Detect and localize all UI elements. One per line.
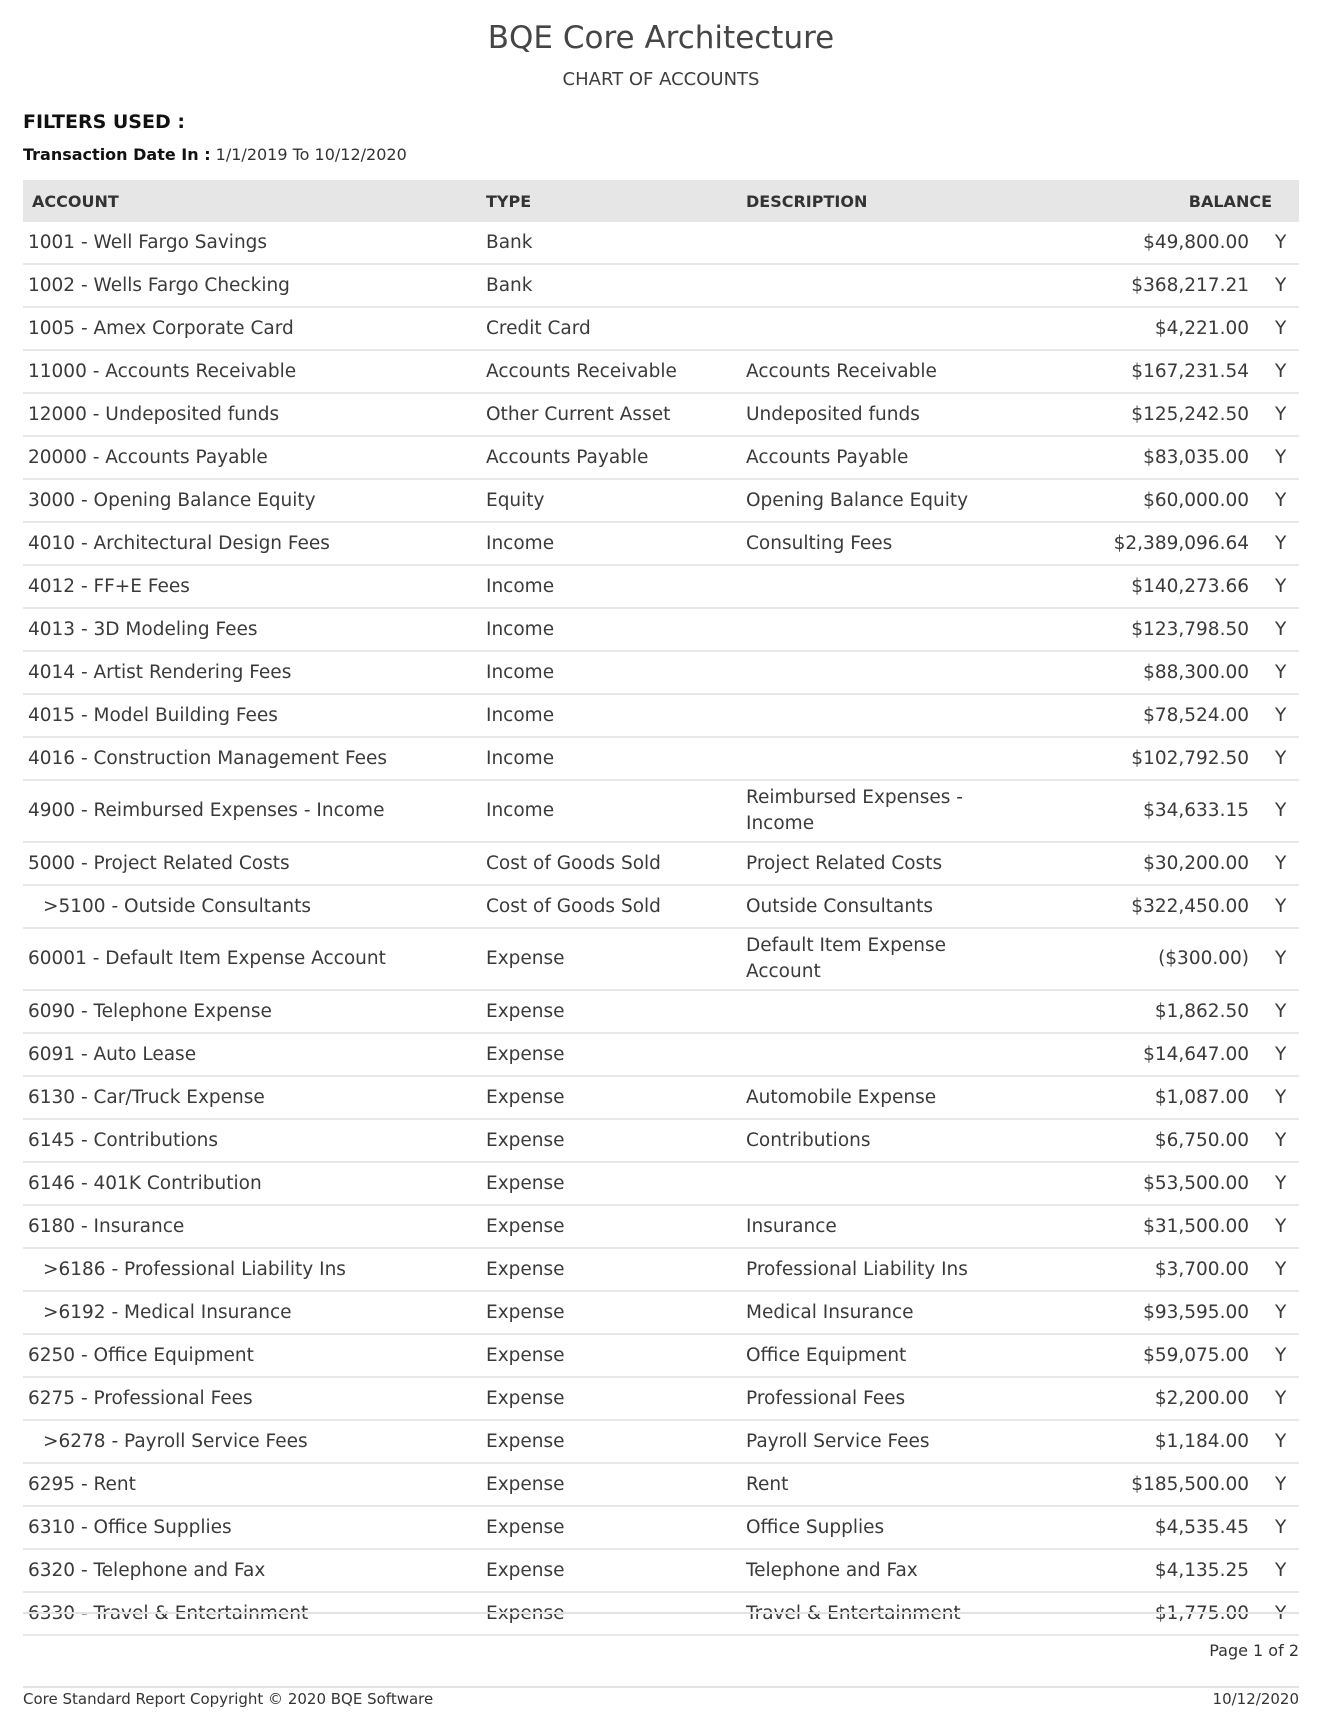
type-cell: Expense xyxy=(477,1334,737,1377)
description-cell xyxy=(737,608,999,651)
table-row xyxy=(23,1119,1299,1162)
flag-cell: Y xyxy=(1249,222,1299,264)
flag-cell: Y xyxy=(1249,780,1299,842)
account-cell: >6186 - Professional Liability Ins xyxy=(23,1248,477,1291)
page-number: Page 1 of 2 xyxy=(1209,1641,1299,1660)
balance-cell: $368,217.21 xyxy=(999,264,1249,307)
description-cell: Insurance xyxy=(737,1205,999,1248)
table-header-row xyxy=(23,180,1299,222)
flag-cell: Y xyxy=(1249,1076,1299,1119)
type-cell: Expense xyxy=(477,1592,737,1635)
description-cell: Accounts Receivable xyxy=(737,350,999,393)
table-row xyxy=(23,1033,1299,1076)
type-cell: Cost of Goods Sold xyxy=(477,885,737,928)
account-cell: 6146 - 401K Contribution xyxy=(23,1162,477,1205)
flag-cell: Y xyxy=(1249,1506,1299,1549)
column-header-description: DESCRIPTION xyxy=(737,180,999,222)
account-cell: 12000 - Undeposited funds xyxy=(23,393,477,436)
description-cell: Professional Liability Ins xyxy=(737,1248,999,1291)
table-row xyxy=(23,651,1299,694)
table-row xyxy=(23,885,1299,928)
type-cell: Accounts Payable xyxy=(477,436,737,479)
account-cell: 6320 - Telephone and Fax xyxy=(23,1549,477,1592)
copyright-text: Core Standard Report Copyright © 2020 BQE Software xyxy=(23,1690,434,1708)
balance-cell: $1,087.00 xyxy=(999,1076,1249,1119)
table-row xyxy=(23,1377,1299,1420)
account-cell: >6192 - Medical Insurance xyxy=(23,1291,477,1334)
balance-cell: $14,647.00 xyxy=(999,1033,1249,1076)
account-cell: 1001 - Well Fargo Savings xyxy=(23,222,477,264)
company-title: BQE Core Architecture xyxy=(487,20,835,56)
flag-cell: Y xyxy=(1249,694,1299,737)
type-cell: Expense xyxy=(477,928,737,990)
filter-value: 1/1/2019 To 10/12/2020 xyxy=(210,145,407,164)
flag-cell: Y xyxy=(1249,608,1299,651)
description-cell: Consulting Fees xyxy=(737,522,999,565)
report-title: CHART OF ACCOUNTS xyxy=(562,69,760,90)
balance-cell: $2,389,096.64 xyxy=(999,522,1249,565)
table-row xyxy=(23,780,1299,842)
description-cell: Reimbursed Expenses - Income xyxy=(737,780,999,842)
table-row xyxy=(23,1506,1299,1549)
balance-cell: $125,242.50 xyxy=(999,393,1249,436)
account-cell: 3000 - Opening Balance Equity xyxy=(23,479,477,522)
flag-cell: Y xyxy=(1249,737,1299,780)
table-row xyxy=(23,1248,1299,1291)
table-row xyxy=(23,990,1299,1033)
table-row xyxy=(23,1549,1299,1592)
account-cell: 6145 - Contributions xyxy=(23,1119,477,1162)
description-cell xyxy=(737,651,999,694)
account-cell: 60001 - Default Item Expense Account xyxy=(23,928,477,990)
footer-divider-bottom xyxy=(23,1686,1299,1688)
account-cell: 6091 - Auto Lease xyxy=(23,1033,477,1076)
balance-cell: $167,231.54 xyxy=(999,350,1249,393)
type-cell: Expense xyxy=(477,1506,737,1549)
table-row xyxy=(23,479,1299,522)
type-cell: Expense xyxy=(477,990,737,1033)
flag-cell: Y xyxy=(1249,885,1299,928)
account-cell: 1002 - Wells Fargo Checking xyxy=(23,264,477,307)
table-row xyxy=(23,264,1299,307)
description-cell: Accounts Payable xyxy=(737,436,999,479)
table-row xyxy=(23,1205,1299,1248)
account-cell: 4015 - Model Building Fees xyxy=(23,694,477,737)
account-cell: 1005 - Amex Corporate Card xyxy=(23,307,477,350)
type-cell: Expense xyxy=(477,1119,737,1162)
flag-cell: Y xyxy=(1249,1549,1299,1592)
table-row xyxy=(23,694,1299,737)
description-cell: Contributions xyxy=(737,1119,999,1162)
description-cell: Office Equipment xyxy=(737,1334,999,1377)
table-row xyxy=(23,608,1299,651)
balance-cell: $3,700.00 xyxy=(999,1248,1249,1291)
balance-cell: $1,862.50 xyxy=(999,990,1249,1033)
table-row xyxy=(23,737,1299,780)
table-row xyxy=(23,842,1299,885)
account-cell: 6180 - Insurance xyxy=(23,1205,477,1248)
flag-cell: Y xyxy=(1249,393,1299,436)
balance-cell: $1,775.00 xyxy=(999,1592,1249,1635)
type-cell: Accounts Receivable xyxy=(477,350,737,393)
table-row xyxy=(23,1420,1299,1463)
type-cell: Expense xyxy=(477,1377,737,1420)
type-cell: Expense xyxy=(477,1463,737,1506)
filters-heading: FILTERS USED : xyxy=(23,111,185,133)
table-row xyxy=(23,1162,1299,1205)
type-cell: Income xyxy=(477,651,737,694)
balance-cell: $53,500.00 xyxy=(999,1162,1249,1205)
type-cell: Expense xyxy=(477,1549,737,1592)
account-cell: 6330 - Travel & Entertainment xyxy=(23,1592,477,1635)
table-row xyxy=(23,436,1299,479)
accounts-table-body xyxy=(23,222,1299,1635)
type-cell: Bank xyxy=(477,222,737,264)
account-cell: 4900 - Reimbursed Expenses - Income xyxy=(23,780,477,842)
type-cell: Cost of Goods Sold xyxy=(477,842,737,885)
balance-cell: $4,535.45 xyxy=(999,1506,1249,1549)
description-cell xyxy=(737,737,999,780)
type-cell: Expense xyxy=(477,1033,737,1076)
table-row xyxy=(23,393,1299,436)
account-cell: 4016 - Construction Management Fees xyxy=(23,737,477,780)
flag-cell: Y xyxy=(1249,522,1299,565)
account-cell: 4012 - FF+E Fees xyxy=(23,565,477,608)
account-cell: 6275 - Professional Fees xyxy=(23,1377,477,1420)
type-cell: Expense xyxy=(477,1291,737,1334)
table-row xyxy=(23,1334,1299,1377)
description-cell: Rent xyxy=(737,1463,999,1506)
balance-cell: $140,273.66 xyxy=(999,565,1249,608)
description-cell xyxy=(737,1033,999,1076)
account-cell: 4014 - Artist Rendering Fees xyxy=(23,651,477,694)
description-cell: Travel & Entertainment xyxy=(737,1592,999,1635)
type-cell: Income xyxy=(477,608,737,651)
table-row xyxy=(23,307,1299,350)
description-cell xyxy=(737,1162,999,1205)
account-cell: 6130 - Car/Truck Expense xyxy=(23,1076,477,1119)
description-cell: Office Supplies xyxy=(737,1506,999,1549)
account-cell: 6250 - Office Equipment xyxy=(23,1334,477,1377)
flag-cell: Y xyxy=(1249,436,1299,479)
column-header-type: TYPE xyxy=(477,180,737,222)
filter-line xyxy=(23,144,1299,166)
flag-cell: Y xyxy=(1249,1334,1299,1377)
account-cell: >5100 - Outside Consultants xyxy=(23,885,477,928)
table-row xyxy=(23,522,1299,565)
table-row xyxy=(23,222,1299,264)
type-cell: Equity xyxy=(477,479,737,522)
description-cell xyxy=(737,307,999,350)
account-cell: >6278 - Payroll Service Fees xyxy=(23,1420,477,1463)
table-row xyxy=(23,1291,1299,1334)
flag-cell: Y xyxy=(1249,1291,1299,1334)
type-cell: Expense xyxy=(477,1248,737,1291)
type-cell: Credit Card xyxy=(477,307,737,350)
description-cell xyxy=(737,694,999,737)
flag-cell: Y xyxy=(1249,1205,1299,1248)
description-cell: Payroll Service Fees xyxy=(737,1420,999,1463)
type-cell: Income xyxy=(477,737,737,780)
description-cell: Undeposited funds xyxy=(737,393,999,436)
account-cell: 5000 - Project Related Costs xyxy=(23,842,477,885)
flag-cell: Y xyxy=(1249,1162,1299,1205)
description-cell: Telephone and Fax xyxy=(737,1549,999,1592)
balance-cell: $123,798.50 xyxy=(999,608,1249,651)
table-row xyxy=(23,565,1299,608)
description-cell: Automobile Expense xyxy=(737,1076,999,1119)
type-cell: Other Current Asset xyxy=(477,393,737,436)
balance-cell: $1,184.00 xyxy=(999,1420,1249,1463)
report-page xyxy=(23,0,1299,1636)
flag-cell: Y xyxy=(1249,1420,1299,1463)
balance-cell: $4,221.00 xyxy=(999,307,1249,350)
flag-cell: Y xyxy=(1249,307,1299,350)
balance-cell: $83,035.00 xyxy=(999,436,1249,479)
description-cell: Medical Insurance xyxy=(737,1291,999,1334)
flag-cell: Y xyxy=(1249,565,1299,608)
type-cell: Income xyxy=(477,522,737,565)
description-cell xyxy=(737,990,999,1033)
account-cell: 20000 - Accounts Payable xyxy=(23,436,477,479)
footer-divider xyxy=(23,1612,1299,1614)
description-cell: Professional Fees xyxy=(737,1377,999,1420)
type-cell: Bank xyxy=(477,264,737,307)
account-cell: 6090 - Telephone Expense xyxy=(23,990,477,1033)
report-date: 10/12/2020 xyxy=(1212,1690,1299,1708)
flag-cell: Y xyxy=(1249,1119,1299,1162)
flag-cell: Y xyxy=(1249,1592,1299,1635)
flag-cell: Y xyxy=(1249,1033,1299,1076)
type-cell: Income xyxy=(477,694,737,737)
type-cell: Income xyxy=(477,780,737,842)
description-cell: Default Item Expense Account xyxy=(737,928,999,990)
balance-cell: $59,075.00 xyxy=(999,1334,1249,1377)
flag-cell: Y xyxy=(1249,651,1299,694)
balance-cell: $31,500.00 xyxy=(999,1205,1249,1248)
flag-cell: Y xyxy=(1249,990,1299,1033)
flag-cell: Y xyxy=(1249,264,1299,307)
account-cell: 6310 - Office Supplies xyxy=(23,1506,477,1549)
description-cell: Outside Consultants xyxy=(737,885,999,928)
balance-cell: $102,792.50 xyxy=(999,737,1249,780)
balance-cell: $2,200.00 xyxy=(999,1377,1249,1420)
account-cell: 4010 - Architectural Design Fees xyxy=(23,522,477,565)
table-row xyxy=(23,1076,1299,1119)
flag-cell: Y xyxy=(1249,1377,1299,1420)
description-cell xyxy=(737,264,999,307)
type-cell: Income xyxy=(477,565,737,608)
flag-cell: Y xyxy=(1249,350,1299,393)
balance-cell: $93,595.00 xyxy=(999,1291,1249,1334)
flag-cell: Y xyxy=(1249,1463,1299,1506)
type-cell: Expense xyxy=(477,1205,737,1248)
balance-cell: $4,135.25 xyxy=(999,1549,1249,1592)
account-cell: 6295 - Rent xyxy=(23,1463,477,1506)
balance-cell: $6,750.00 xyxy=(999,1119,1249,1162)
table-row xyxy=(23,350,1299,393)
accounts-table xyxy=(23,180,1299,1636)
balance-cell: $60,000.00 xyxy=(999,479,1249,522)
flag-cell: Y xyxy=(1249,928,1299,990)
flag-cell: Y xyxy=(1249,842,1299,885)
type-cell: Expense xyxy=(477,1076,737,1119)
balance-cell: $185,500.00 xyxy=(999,1463,1249,1506)
type-cell: Expense xyxy=(477,1420,737,1463)
account-cell: 11000 - Accounts Receivable xyxy=(23,350,477,393)
filter-label: Transaction Date In : xyxy=(23,145,211,164)
table-row xyxy=(23,928,1299,990)
balance-cell: $78,524.00 xyxy=(999,694,1249,737)
table-row xyxy=(23,1463,1299,1506)
balance-cell: $49,800.00 xyxy=(999,222,1249,264)
balance-cell: $88,300.00 xyxy=(999,651,1249,694)
column-header-account: ACCOUNT xyxy=(23,180,477,222)
flag-cell: Y xyxy=(1249,1248,1299,1291)
balance-cell: $322,450.00 xyxy=(999,885,1249,928)
balance-cell: ($300.00) xyxy=(999,928,1249,990)
balance-cell: $34,633.15 xyxy=(999,780,1249,842)
account-cell: 4013 - 3D Modeling Fees xyxy=(23,608,477,651)
description-cell: Project Related Costs xyxy=(737,842,999,885)
description-cell xyxy=(737,222,999,264)
flag-cell: Y xyxy=(1249,479,1299,522)
type-cell: Expense xyxy=(477,1162,737,1205)
column-header-balance: BALANCE xyxy=(999,180,1299,222)
description-cell xyxy=(737,565,999,608)
description-cell: Opening Balance Equity xyxy=(737,479,999,522)
balance-cell: $30,200.00 xyxy=(999,842,1249,885)
